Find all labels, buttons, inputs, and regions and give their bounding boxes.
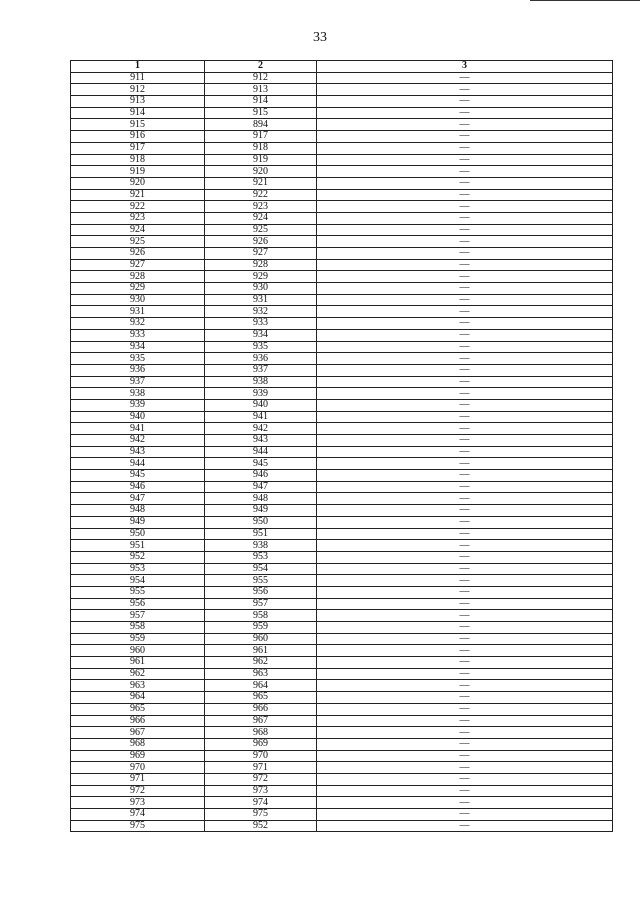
table-row [71, 727, 613, 739]
cell-col2: 968 [205, 727, 317, 739]
table-row [71, 680, 613, 692]
cell-col1: 957 [71, 610, 205, 622]
cell-col2: 937 [205, 364, 317, 376]
table-row [71, 364, 613, 376]
cell-col3-dash: — [317, 785, 613, 797]
table-row [71, 481, 613, 493]
cell-col3-dash: — [317, 236, 613, 248]
cell-col1: 944 [71, 458, 205, 470]
cell-col2: 944 [205, 446, 317, 458]
cell-col2: 930 [205, 283, 317, 295]
cell-col2: 941 [205, 411, 317, 423]
cell-col1: 948 [71, 505, 205, 517]
cell-col2: 958 [205, 610, 317, 622]
cell-col1: 938 [71, 388, 205, 400]
cell-col3-dash: — [317, 84, 613, 96]
table-row [71, 516, 613, 528]
cell-col2: 961 [205, 645, 317, 657]
cell-col1: 920 [71, 177, 205, 189]
cell-col2: 959 [205, 622, 317, 634]
cell-col3-dash: — [317, 820, 613, 832]
cell-col1: 947 [71, 493, 205, 505]
table-row [71, 236, 613, 248]
cell-col2: 956 [205, 586, 317, 598]
table-row [71, 411, 613, 423]
table-row [71, 177, 613, 189]
cell-col2: 933 [205, 318, 317, 330]
table-row [71, 329, 613, 341]
cell-col3-dash: — [317, 750, 613, 762]
cell-col3-dash: — [317, 657, 613, 669]
cell-col2: 928 [205, 259, 317, 271]
table-row [71, 540, 613, 552]
cell-col1: 916 [71, 131, 205, 143]
table-row [71, 119, 613, 131]
cell-col2: 945 [205, 458, 317, 470]
cell-col1: 923 [71, 212, 205, 224]
table-row [71, 96, 613, 108]
cell-col1: 974 [71, 809, 205, 821]
table-row [71, 528, 613, 540]
cell-col3-dash: — [317, 703, 613, 715]
cell-col1: 949 [71, 516, 205, 528]
cell-col2: 938 [205, 540, 317, 552]
page-number: 33 [313, 30, 327, 45]
cell-col2: 921 [205, 177, 317, 189]
cell-col1: 950 [71, 528, 205, 540]
cell-col2: 969 [205, 738, 317, 750]
table-row [71, 189, 613, 201]
cell-col1: 929 [71, 283, 205, 295]
table-row [71, 84, 613, 96]
cell-col1: 926 [71, 248, 205, 260]
cell-col2: 894 [205, 119, 317, 131]
table-row [71, 446, 613, 458]
cell-col3-dash: — [317, 399, 613, 411]
cell-col2: 967 [205, 715, 317, 727]
cell-col3-dash: — [317, 633, 613, 645]
table-row [71, 388, 613, 400]
cell-col3-dash: — [317, 715, 613, 727]
cell-col2: 947 [205, 481, 317, 493]
table-row [71, 657, 613, 669]
cell-col2: 915 [205, 107, 317, 119]
cell-col2: 922 [205, 189, 317, 201]
cell-col2: 950 [205, 516, 317, 528]
cell-col2: 914 [205, 96, 317, 108]
cell-col2: 972 [205, 773, 317, 785]
table-row [71, 318, 613, 330]
cell-col2: 943 [205, 435, 317, 447]
cell-col2: 912 [205, 72, 317, 84]
cell-col2: 975 [205, 809, 317, 821]
cell-col3-dash: — [317, 458, 613, 470]
cell-col1: 921 [71, 189, 205, 201]
cell-col2: 955 [205, 575, 317, 587]
cell-col1: 917 [71, 142, 205, 154]
cell-col3-dash: — [317, 645, 613, 657]
cell-col2: 917 [205, 131, 317, 143]
cell-col2: 923 [205, 201, 317, 213]
cell-col3-dash: — [317, 692, 613, 704]
cell-col1: 961 [71, 657, 205, 669]
cell-col2: 939 [205, 388, 317, 400]
cell-col3-dash: — [317, 201, 613, 213]
table-body [71, 72, 613, 832]
table-row [71, 458, 613, 470]
table-row [71, 271, 613, 283]
table-row [71, 692, 613, 704]
cell-col1: 932 [71, 318, 205, 330]
cell-col1: 969 [71, 750, 205, 762]
cell-col2: 966 [205, 703, 317, 715]
cell-col3-dash: — [317, 248, 613, 260]
cell-col3-dash: — [317, 727, 613, 739]
cell-col2: 964 [205, 680, 317, 692]
cell-col3-dash: — [317, 388, 613, 400]
table-row [71, 353, 613, 365]
cell-col1: 915 [71, 119, 205, 131]
cell-col2: 935 [205, 341, 317, 353]
table-header-row [71, 61, 613, 73]
cell-col2: 931 [205, 294, 317, 306]
cell-col1: 925 [71, 236, 205, 248]
cell-col3-dash: — [317, 797, 613, 809]
cell-col1: 968 [71, 738, 205, 750]
cell-col2: 946 [205, 470, 317, 482]
table-row [71, 563, 613, 575]
cell-col3-dash: — [317, 224, 613, 236]
cell-col3-dash: — [317, 493, 613, 505]
cell-col1: 922 [71, 201, 205, 213]
table-row [71, 259, 613, 271]
table-row [71, 399, 613, 411]
cell-col3-dash: — [317, 318, 613, 330]
cell-col2: 936 [205, 353, 317, 365]
cell-col3-dash: — [317, 177, 613, 189]
cell-col2: 973 [205, 785, 317, 797]
cell-col1: 942 [71, 435, 205, 447]
cell-col3-dash: — [317, 435, 613, 447]
cell-col1: 940 [71, 411, 205, 423]
cell-col3-dash: — [317, 586, 613, 598]
table-row [71, 633, 613, 645]
cell-col3-dash: — [317, 551, 613, 563]
cell-col3-dash: — [317, 212, 613, 224]
table-row [71, 435, 613, 447]
cell-col1: 960 [71, 645, 205, 657]
table-row [71, 154, 613, 166]
cell-col1: 973 [71, 797, 205, 809]
table-row [71, 201, 613, 213]
cell-col1: 955 [71, 586, 205, 598]
cell-col3-dash: — [317, 505, 613, 517]
cell-col3-dash: — [317, 72, 613, 84]
cell-col3-dash: — [317, 376, 613, 388]
table-row [71, 131, 613, 143]
cell-col2: 934 [205, 329, 317, 341]
cell-col3-dash: — [317, 762, 613, 774]
cell-col2: 920 [205, 166, 317, 178]
cell-col3-dash: — [317, 131, 613, 143]
cell-col2: 925 [205, 224, 317, 236]
table-row [71, 750, 613, 762]
table-row [71, 551, 613, 563]
cell-col1: 967 [71, 727, 205, 739]
cell-col2: 949 [205, 505, 317, 517]
table-row [71, 212, 613, 224]
cell-col2: 963 [205, 668, 317, 680]
cell-col2: 926 [205, 236, 317, 248]
cell-col2: 960 [205, 633, 317, 645]
table-row [71, 715, 613, 727]
cell-col1: 959 [71, 633, 205, 645]
table-row [71, 598, 613, 610]
cell-col2: 927 [205, 248, 317, 260]
table-row [71, 797, 613, 809]
cell-col1: 924 [71, 224, 205, 236]
cell-col1: 941 [71, 423, 205, 435]
cell-col3-dash: — [317, 306, 613, 318]
cell-col3-dash: — [317, 668, 613, 680]
cell-col1: 971 [71, 773, 205, 785]
cell-col1: 952 [71, 551, 205, 563]
cell-col1: 966 [71, 715, 205, 727]
cell-col1: 913 [71, 96, 205, 108]
table-row [71, 820, 613, 832]
cell-col1: 954 [71, 575, 205, 587]
cell-col3-dash: — [317, 107, 613, 119]
cell-col1: 935 [71, 353, 205, 365]
cell-col3-dash: — [317, 411, 613, 423]
table-row [71, 283, 613, 295]
cell-col2: 965 [205, 692, 317, 704]
cell-col1: 939 [71, 399, 205, 411]
cell-col3-dash: — [317, 516, 613, 528]
cell-col2: 948 [205, 493, 317, 505]
table-row [71, 493, 613, 505]
cell-col1: 945 [71, 470, 205, 482]
table-row [71, 72, 613, 84]
table-row [71, 703, 613, 715]
cell-col2: 942 [205, 423, 317, 435]
cell-col3-dash: — [317, 119, 613, 131]
cell-col3-dash: — [317, 142, 613, 154]
cell-col2: 952 [205, 820, 317, 832]
cell-col2: 929 [205, 271, 317, 283]
cell-col1: 958 [71, 622, 205, 634]
cell-col1: 911 [71, 72, 205, 84]
cell-col2: 938 [205, 376, 317, 388]
cell-col1: 975 [71, 820, 205, 832]
table-row [71, 306, 613, 318]
cell-col3-dash: — [317, 259, 613, 271]
cell-col2: 971 [205, 762, 317, 774]
cell-col2: 940 [205, 399, 317, 411]
cell-col3-dash: — [317, 446, 613, 458]
column-header-3: 3 [317, 61, 613, 73]
cell-col3-dash: — [317, 680, 613, 692]
cell-col1: 965 [71, 703, 205, 715]
table-row [71, 575, 613, 587]
cell-col2: 974 [205, 797, 317, 809]
cell-col1: 943 [71, 446, 205, 458]
cell-col3-dash: — [317, 189, 613, 201]
cell-col2: 962 [205, 657, 317, 669]
cell-col1: 931 [71, 306, 205, 318]
cell-col1: 970 [71, 762, 205, 774]
cell-col1: 937 [71, 376, 205, 388]
cell-col3-dash: — [317, 598, 613, 610]
cell-col3-dash: — [317, 353, 613, 365]
cell-col1: 936 [71, 364, 205, 376]
cell-col2: 953 [205, 551, 317, 563]
table-row [71, 645, 613, 657]
cell-col3-dash: — [317, 154, 613, 166]
cell-col1: 946 [71, 481, 205, 493]
cell-col1: 963 [71, 680, 205, 692]
cell-col3-dash: — [317, 96, 613, 108]
table-row [71, 773, 613, 785]
table-row [71, 738, 613, 750]
cell-col3-dash: — [317, 809, 613, 821]
cell-col3-dash: — [317, 738, 613, 750]
cell-col2: 924 [205, 212, 317, 224]
cell-col2: 918 [205, 142, 317, 154]
table-row [71, 505, 613, 517]
table-row [71, 586, 613, 598]
cell-col2: 951 [205, 528, 317, 540]
cell-col3-dash: — [317, 423, 613, 435]
cell-col3-dash: — [317, 364, 613, 376]
cell-col3-dash: — [317, 481, 613, 493]
cell-col1: 953 [71, 563, 205, 575]
table-row [71, 809, 613, 821]
top-edge-rule [530, 0, 640, 1]
cell-col1: 972 [71, 785, 205, 797]
cell-col1: 912 [71, 84, 205, 96]
table-row [71, 376, 613, 388]
cell-col3-dash: — [317, 622, 613, 634]
cell-col3-dash: — [317, 341, 613, 353]
table-row [71, 107, 613, 119]
table-row [71, 470, 613, 482]
column-header-1: 1 [71, 61, 205, 73]
table-row [71, 294, 613, 306]
table-row [71, 341, 613, 353]
table-row [71, 785, 613, 797]
cell-col3-dash: — [317, 271, 613, 283]
table-row [71, 248, 613, 260]
table-row [71, 224, 613, 236]
table-row [71, 622, 613, 634]
cell-col2: 913 [205, 84, 317, 96]
cell-col1: 964 [71, 692, 205, 704]
cell-col1: 962 [71, 668, 205, 680]
cell-col1: 934 [71, 341, 205, 353]
cell-col3-dash: — [317, 166, 613, 178]
cell-col1: 930 [71, 294, 205, 306]
cell-col1: 927 [71, 259, 205, 271]
cell-col3-dash: — [317, 470, 613, 482]
cell-col2: 932 [205, 306, 317, 318]
cell-col3-dash: — [317, 563, 613, 575]
cell-col3-dash: — [317, 575, 613, 587]
cell-col2: 970 [205, 750, 317, 762]
cell-col1: 956 [71, 598, 205, 610]
cell-col2: 957 [205, 598, 317, 610]
table-row [71, 610, 613, 622]
cell-col3-dash: — [317, 294, 613, 306]
cell-col3-dash: — [317, 283, 613, 295]
cell-col1: 919 [71, 166, 205, 178]
cell-col3-dash: — [317, 528, 613, 540]
cell-col2: 919 [205, 154, 317, 166]
table-row [71, 166, 613, 178]
data-table [70, 60, 613, 832]
column-header-2: 2 [205, 61, 317, 73]
cell-col3-dash: — [317, 329, 613, 341]
cell-col3-dash: — [317, 610, 613, 622]
table-row [71, 423, 613, 435]
cell-col1: 914 [71, 107, 205, 119]
table-row [71, 142, 613, 154]
cell-col3-dash: — [317, 773, 613, 785]
cell-col2: 954 [205, 563, 317, 575]
cell-col1: 918 [71, 154, 205, 166]
table-row [71, 668, 613, 680]
cell-col1: 933 [71, 329, 205, 341]
cell-col3-dash: — [317, 540, 613, 552]
cell-col1: 951 [71, 540, 205, 552]
cell-col1: 928 [71, 271, 205, 283]
table-row [71, 762, 613, 774]
